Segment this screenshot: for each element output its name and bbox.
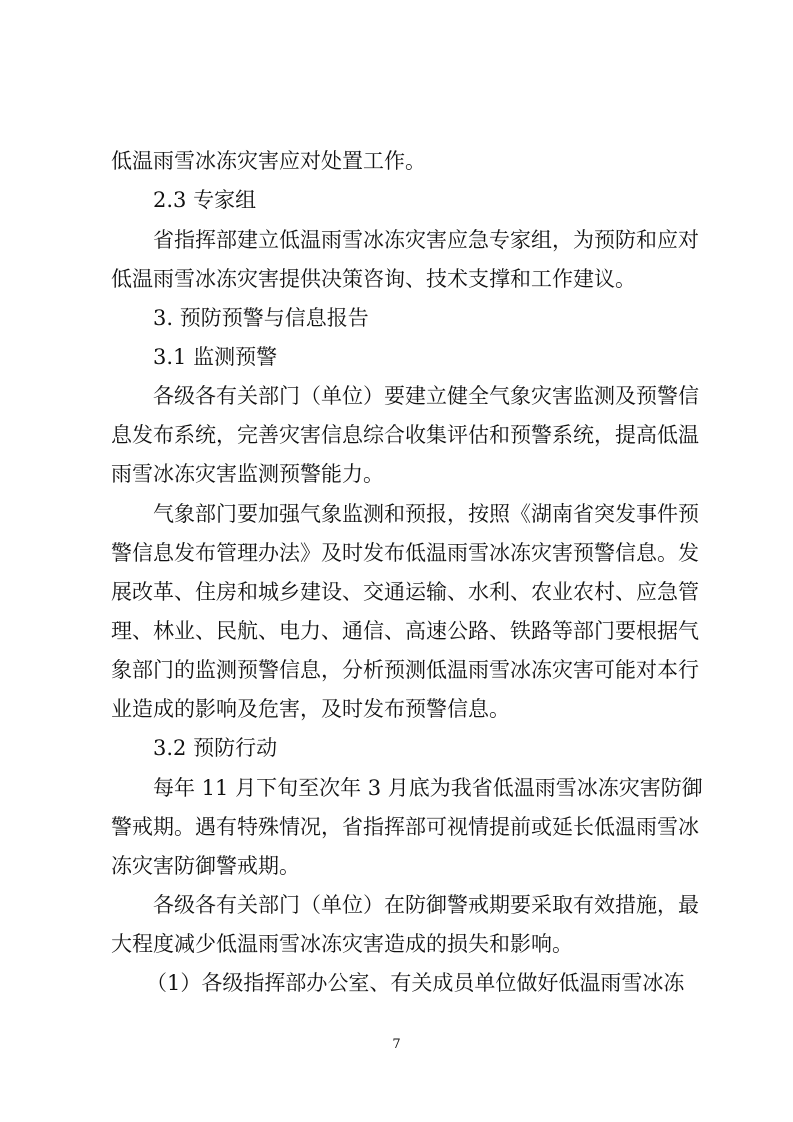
body-text-line: 各级各有关部门（单位）要建立健全气象灾害监测及预警信 bbox=[153, 384, 699, 408]
body-text-line: 低温雨雪冰冻灾害提供决策咨询、技术支撑和工作建议。 bbox=[111, 267, 636, 291]
section-heading: 3. 预防预警与信息报告 bbox=[153, 306, 369, 330]
body-text-line: 象部门的监测预警信息，分析预测低温雨雪冰冻灾害可能对本行 bbox=[111, 658, 699, 682]
body-text-line: 气象部门要加强气象监测和预报，按照《湖南省突发事件预 bbox=[153, 502, 699, 526]
body-text-line: 低温雨雪冰冻灾害应对处置工作。 bbox=[111, 149, 426, 173]
body-text-line: 息发布系统，完善灾害信息综合收集评估和预警系统，提高低温 bbox=[111, 423, 699, 447]
page-number: 7 bbox=[392, 1037, 401, 1052]
body-text-line: 展改革、住房和城乡建设、交通运输、水利、农业农村、应急管 bbox=[111, 580, 699, 604]
body-text-line: 业造成的影响及危害，及时发布预警信息。 bbox=[111, 697, 510, 721]
section-heading: 3.2 预防行动 bbox=[153, 736, 278, 760]
body-text-line: 各级各有关部门（单位）在防御警戒期要采取有效措施，最 bbox=[153, 893, 699, 917]
body-text-line: 雨雪冰冻灾害监测预警能力。 bbox=[111, 462, 384, 486]
body-text-line: 省指挥部建立低温雨雪冰冻灾害应急专家组，为预防和应对 bbox=[153, 228, 699, 252]
body-text-line: 警信息发布管理办法》及时发布低温雨雪冰冻灾害预警信息。发 bbox=[111, 541, 699, 565]
body-text-line: 警戒期。遇有特殊情况，省指挥部可视情提前或延长低温雨雪冰 bbox=[111, 815, 699, 839]
body-text-line: （1）各级指挥部办公室、有关成员单位做好低温雨雪冰冻 bbox=[146, 971, 685, 995]
section-heading: 2.3 专家组 bbox=[153, 188, 257, 212]
body-text-line: 理、林业、民航、电力、通信、高速公路、铁路等部门要根据气 bbox=[111, 619, 699, 643]
body-text-line: 大程度减少低温雨雪冰冻灾害造成的损失和影响。 bbox=[111, 932, 573, 956]
body-text-line: 冻灾害防御警戒期。 bbox=[111, 854, 300, 878]
body-text-line: 每年 11 月下旬至次年 3 月底为我省低温雨雪冰冻灾害防御 bbox=[153, 776, 703, 800]
section-heading: 3.1 监测预警 bbox=[153, 345, 278, 369]
